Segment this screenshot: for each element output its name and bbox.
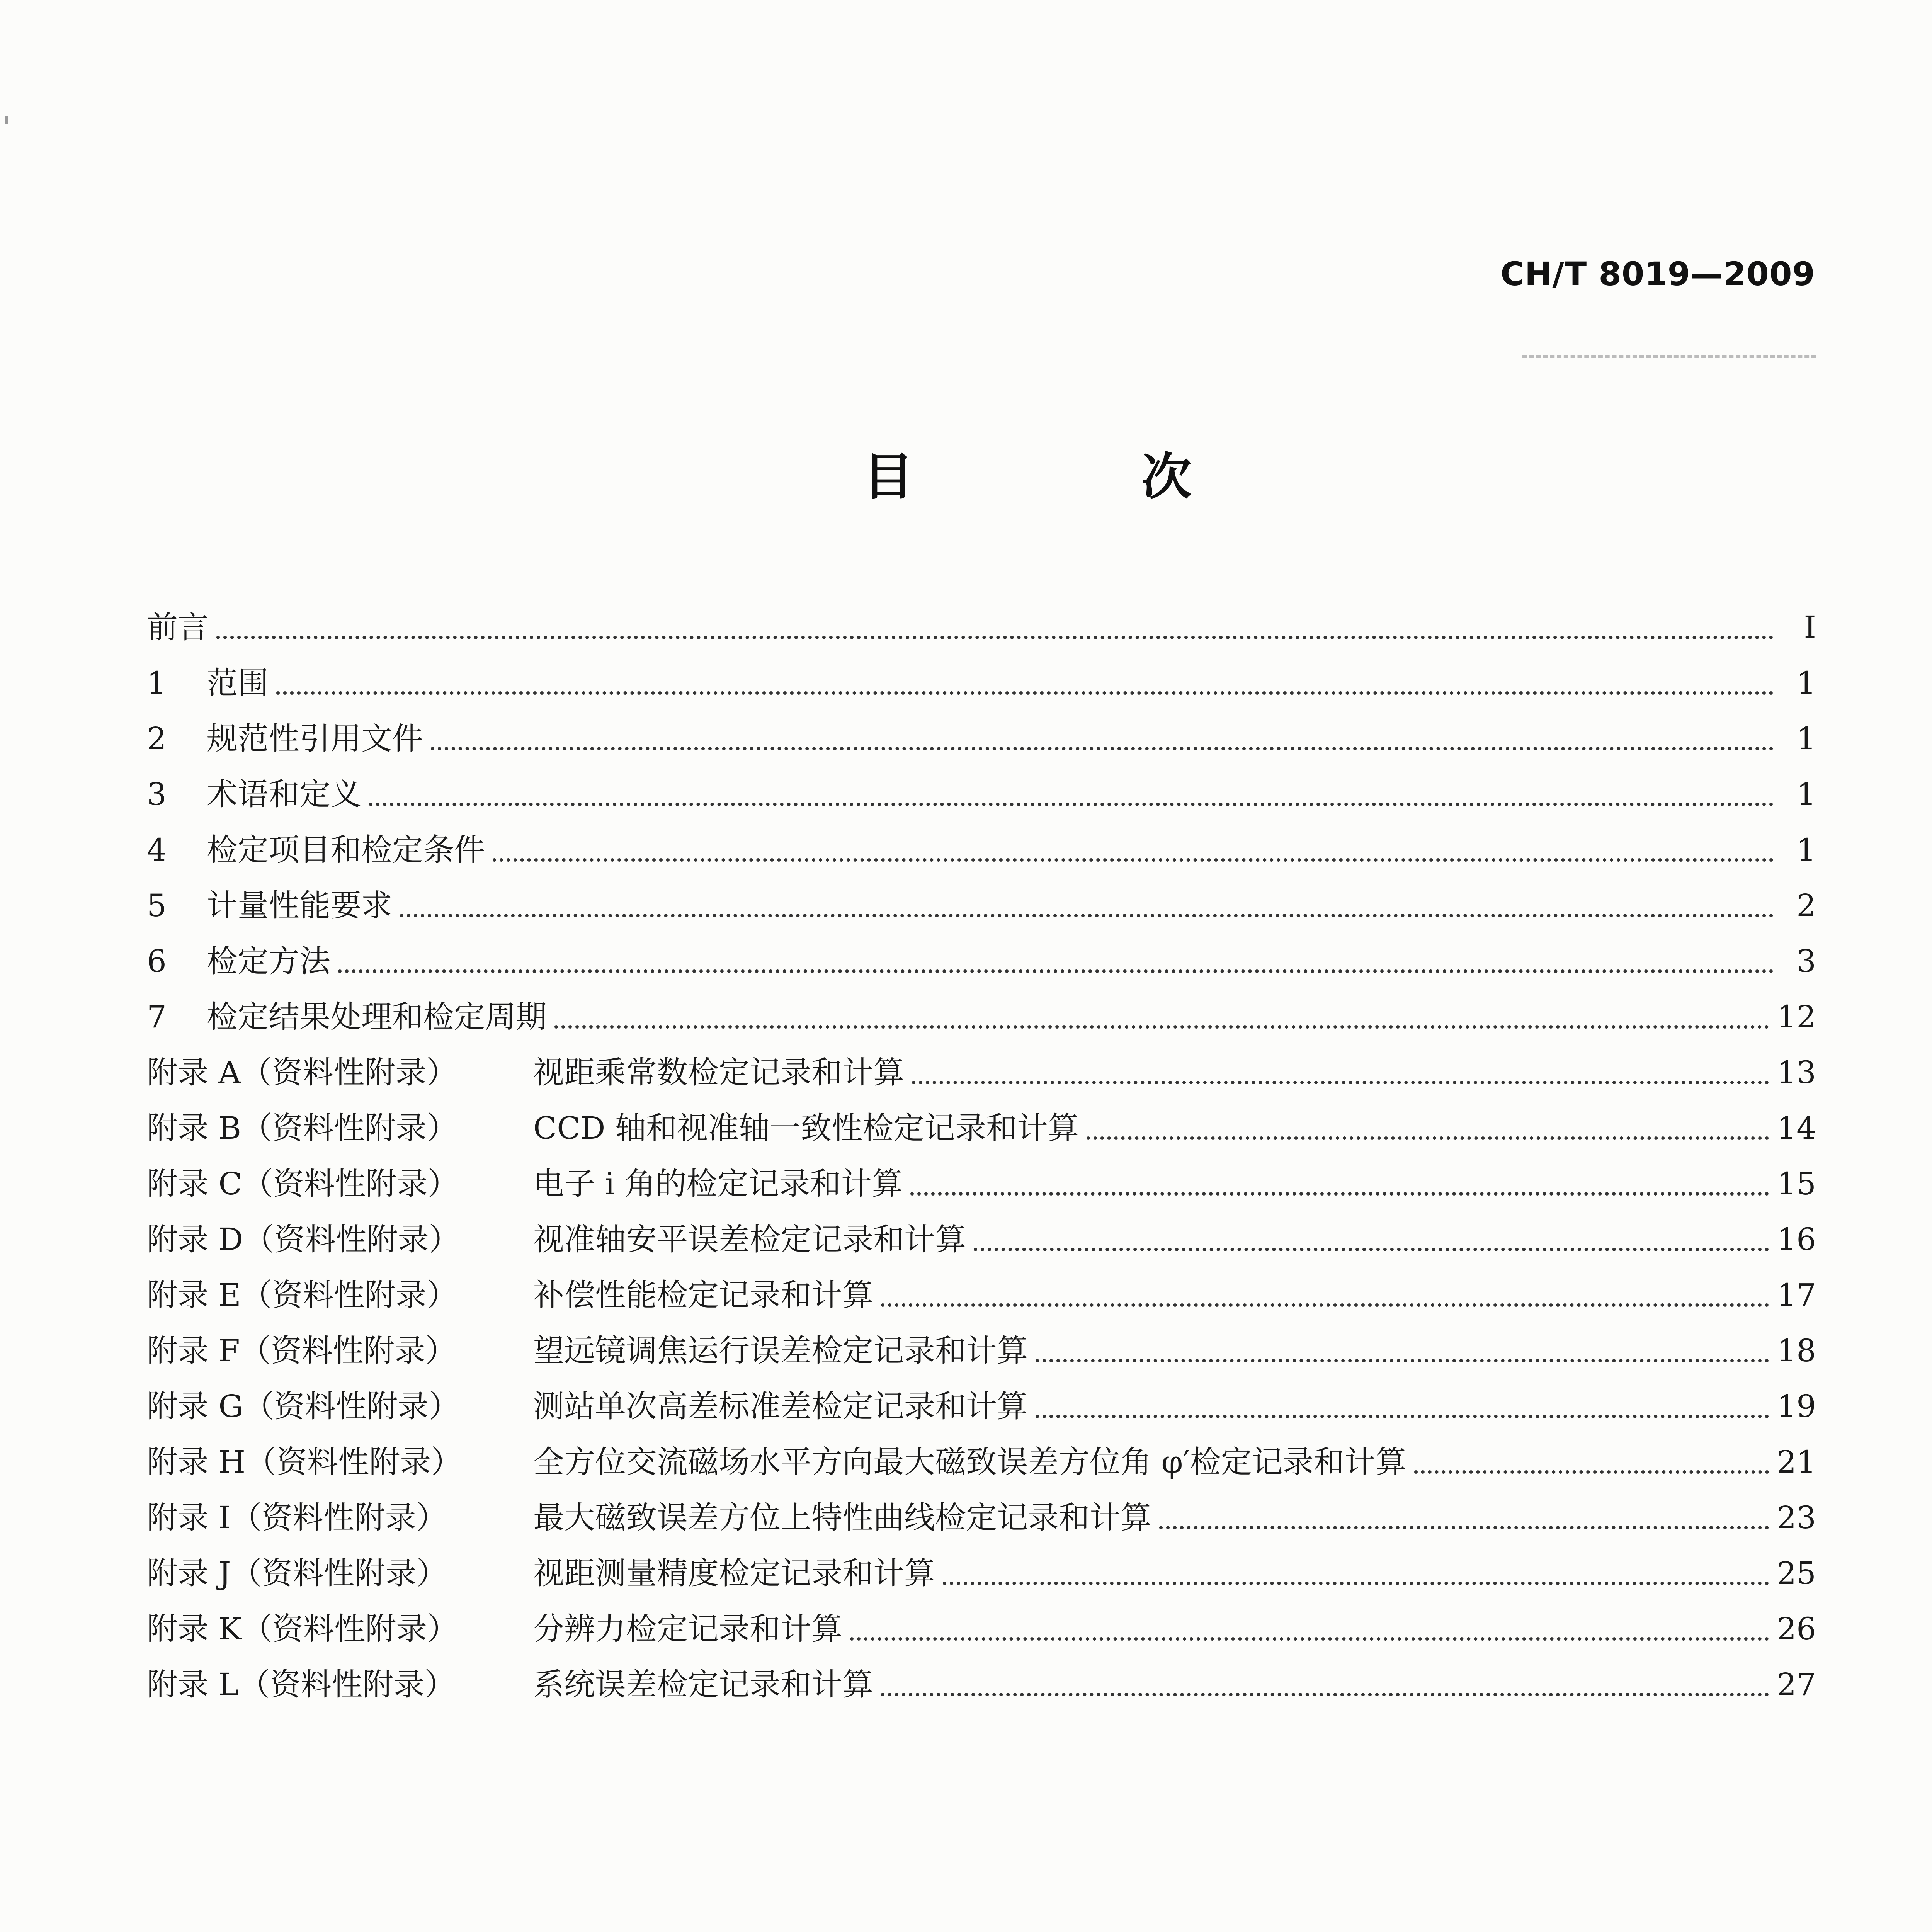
toc-entry[interactable] xyxy=(147,1537,1816,1593)
toc-entry[interactable] xyxy=(147,1481,1816,1537)
toc-dot-leader xyxy=(881,1276,1769,1315)
toc-entry[interactable] xyxy=(147,591,1816,647)
toc-appendix-label: 附录 L（资料性附录） xyxy=(147,1667,456,1702)
toc-dot-leader xyxy=(943,1554,1769,1593)
toc-title: 目 次 xyxy=(863,447,1281,506)
toc-page-number: I xyxy=(1804,609,1816,645)
toc-dot-leader xyxy=(1087,1109,1769,1148)
toc-appendix-label: 附录 A（资料性附录） xyxy=(147,1054,457,1090)
toc-dot-leader xyxy=(216,608,1774,647)
toc-entry[interactable] xyxy=(147,758,1816,814)
toc-section-number: 1 xyxy=(147,665,167,701)
toc-page-number: 19 xyxy=(1777,1388,1816,1424)
toc-entry[interactable] xyxy=(147,1426,1816,1481)
toc-entry[interactable] xyxy=(147,1593,1816,1648)
toc-entry-title: 电子 i 角的检定记录和计算 xyxy=(533,1166,903,1202)
toc-entry-title: 范围 xyxy=(207,665,269,701)
toc-dot-leader xyxy=(493,831,1774,869)
toc-entry-title: 系统误差检定记录和计算 xyxy=(533,1667,873,1702)
toc-page-number: 2 xyxy=(1796,888,1816,923)
toc-page-number: 17 xyxy=(1777,1277,1816,1313)
toc-page-number: 1 xyxy=(1796,721,1816,757)
toc-entry-title: 检定方法 xyxy=(207,943,330,979)
toc-entry-title: CCD 轴和视准轴一致性检定记录和计算 xyxy=(533,1110,1079,1146)
toc-entry-title: 全方位交流磁场水平方向最大磁致误差方位角 φ′检定记录和计算 xyxy=(533,1444,1406,1480)
toc-page-number: 18 xyxy=(1777,1333,1816,1369)
toc-entry-title: 规范性引用文件 xyxy=(207,721,423,757)
toc-section-number: 6 xyxy=(147,943,167,979)
toc-section-number: 7 xyxy=(147,999,167,1035)
toc-entry[interactable] xyxy=(147,981,1816,1036)
toc-page-number: 16 xyxy=(1777,1221,1816,1257)
toc-dot-leader xyxy=(400,886,1774,925)
toc-entry-title: 望远镜调焦运行误差检定记录和计算 xyxy=(533,1333,1028,1369)
toc-page-number: 12 xyxy=(1777,999,1816,1035)
toc-page-number: 23 xyxy=(1777,1500,1816,1536)
toc-appendix-label: 附录 F（资料性附录） xyxy=(147,1333,456,1369)
toc-appendix-label: 附录 H（资料性附录） xyxy=(147,1444,462,1480)
toc-entry-title: 视距测量精度检定记录和计算 xyxy=(533,1555,935,1591)
toc-page-number: 15 xyxy=(1777,1166,1816,1202)
toc-dot-leader xyxy=(554,998,1769,1036)
scan-speck xyxy=(5,116,8,124)
toc-appendix-label: 附录 C（资料性附录） xyxy=(147,1166,459,1202)
toc-dot-leader xyxy=(910,1165,1769,1203)
toc-entry[interactable] xyxy=(147,1259,1816,1315)
toc-dot-leader xyxy=(431,719,1774,758)
table-of-contents xyxy=(147,591,1816,1704)
toc-section-number: 2 xyxy=(147,721,167,757)
toc-appendix-label: 附录 D（资料性附录） xyxy=(147,1221,460,1257)
toc-entry-title: 分辨力检定记录和计算 xyxy=(533,1611,842,1647)
toc-dot-leader xyxy=(974,1220,1769,1259)
toc-appendix-label: 附录 E（资料性附录） xyxy=(147,1277,457,1313)
standard-code: CH/T 8019—2009 xyxy=(1500,255,1815,293)
header-rule xyxy=(1522,355,1816,358)
toc-dot-leader xyxy=(338,942,1774,981)
toc-entry-title: 检定项目和检定条件 xyxy=(207,832,485,868)
toc-dot-leader xyxy=(1036,1387,1769,1426)
toc-page-number: 25 xyxy=(1777,1555,1816,1591)
toc-section-number: 3 xyxy=(147,776,167,812)
toc-entry[interactable] xyxy=(147,1203,1816,1259)
toc-dot-leader xyxy=(1159,1498,1769,1537)
toc-entry[interactable] xyxy=(147,814,1816,869)
toc-appendix-label: 附录 J（资料性附录） xyxy=(147,1555,447,1591)
toc-entry-title: 视距乘常数检定记录和计算 xyxy=(533,1054,904,1090)
toc-page-number: 21 xyxy=(1777,1444,1816,1480)
toc-entry-title: 术语和定义 xyxy=(207,776,361,812)
toc-page-number: 1 xyxy=(1796,665,1816,701)
toc-entry[interactable] xyxy=(147,1315,1816,1370)
toc-page-number: 27 xyxy=(1777,1667,1816,1702)
toc-entry[interactable] xyxy=(147,1370,1816,1426)
toc-entry[interactable] xyxy=(147,1092,1816,1148)
toc-entry[interactable] xyxy=(147,1648,1816,1704)
toc-entry[interactable] xyxy=(147,1036,1816,1092)
toc-entry[interactable] xyxy=(147,1148,1816,1203)
toc-entry[interactable] xyxy=(147,925,1816,981)
toc-dot-leader xyxy=(369,775,1774,814)
toc-page-number: 1 xyxy=(1796,776,1816,812)
toc-entry[interactable] xyxy=(147,702,1816,758)
toc-page-number: 26 xyxy=(1777,1611,1816,1647)
toc-dot-leader xyxy=(1036,1332,1769,1370)
toc-section-number: 5 xyxy=(147,888,167,923)
toc-appendix-label: 附录 G（资料性附录） xyxy=(147,1388,460,1424)
toc-entry-title: 计量性能要求 xyxy=(207,888,392,923)
toc-entry-title: 视准轴安平误差检定记录和计算 xyxy=(533,1221,966,1257)
toc-entry-title: 检定结果处理和检定周期 xyxy=(207,999,547,1035)
toc-dot-leader xyxy=(1414,1443,1769,1481)
toc-dot-leader xyxy=(850,1610,1769,1648)
toc-appendix-label: 附录 I（资料性附录） xyxy=(147,1500,447,1536)
toc-page-number: 1 xyxy=(1796,832,1816,868)
toc-dot-leader xyxy=(912,1053,1769,1092)
toc-appendix-label: 附录 K（资料性附录） xyxy=(147,1611,458,1647)
toc-page-number: 14 xyxy=(1777,1110,1816,1146)
toc-appendix-label: 附录 B（资料性附录） xyxy=(147,1110,458,1146)
toc-entry-title: 补偿性能检定记录和计算 xyxy=(533,1277,873,1313)
toc-entry[interactable] xyxy=(147,647,1816,702)
toc-entry-title: 测站单次高差标准差检定记录和计算 xyxy=(533,1388,1028,1424)
toc-entry[interactable] xyxy=(147,869,1816,925)
toc-entry-title: 前言 xyxy=(147,609,209,645)
toc-dot-leader xyxy=(276,664,1774,702)
toc-page-number: 13 xyxy=(1777,1054,1816,1090)
toc-dot-leader xyxy=(881,1665,1769,1704)
toc-entry-title: 最大磁致误差方位上特性曲线检定记录和计算 xyxy=(533,1500,1151,1536)
toc-page-number: 3 xyxy=(1796,943,1816,979)
toc-section-number: 4 xyxy=(147,832,167,868)
